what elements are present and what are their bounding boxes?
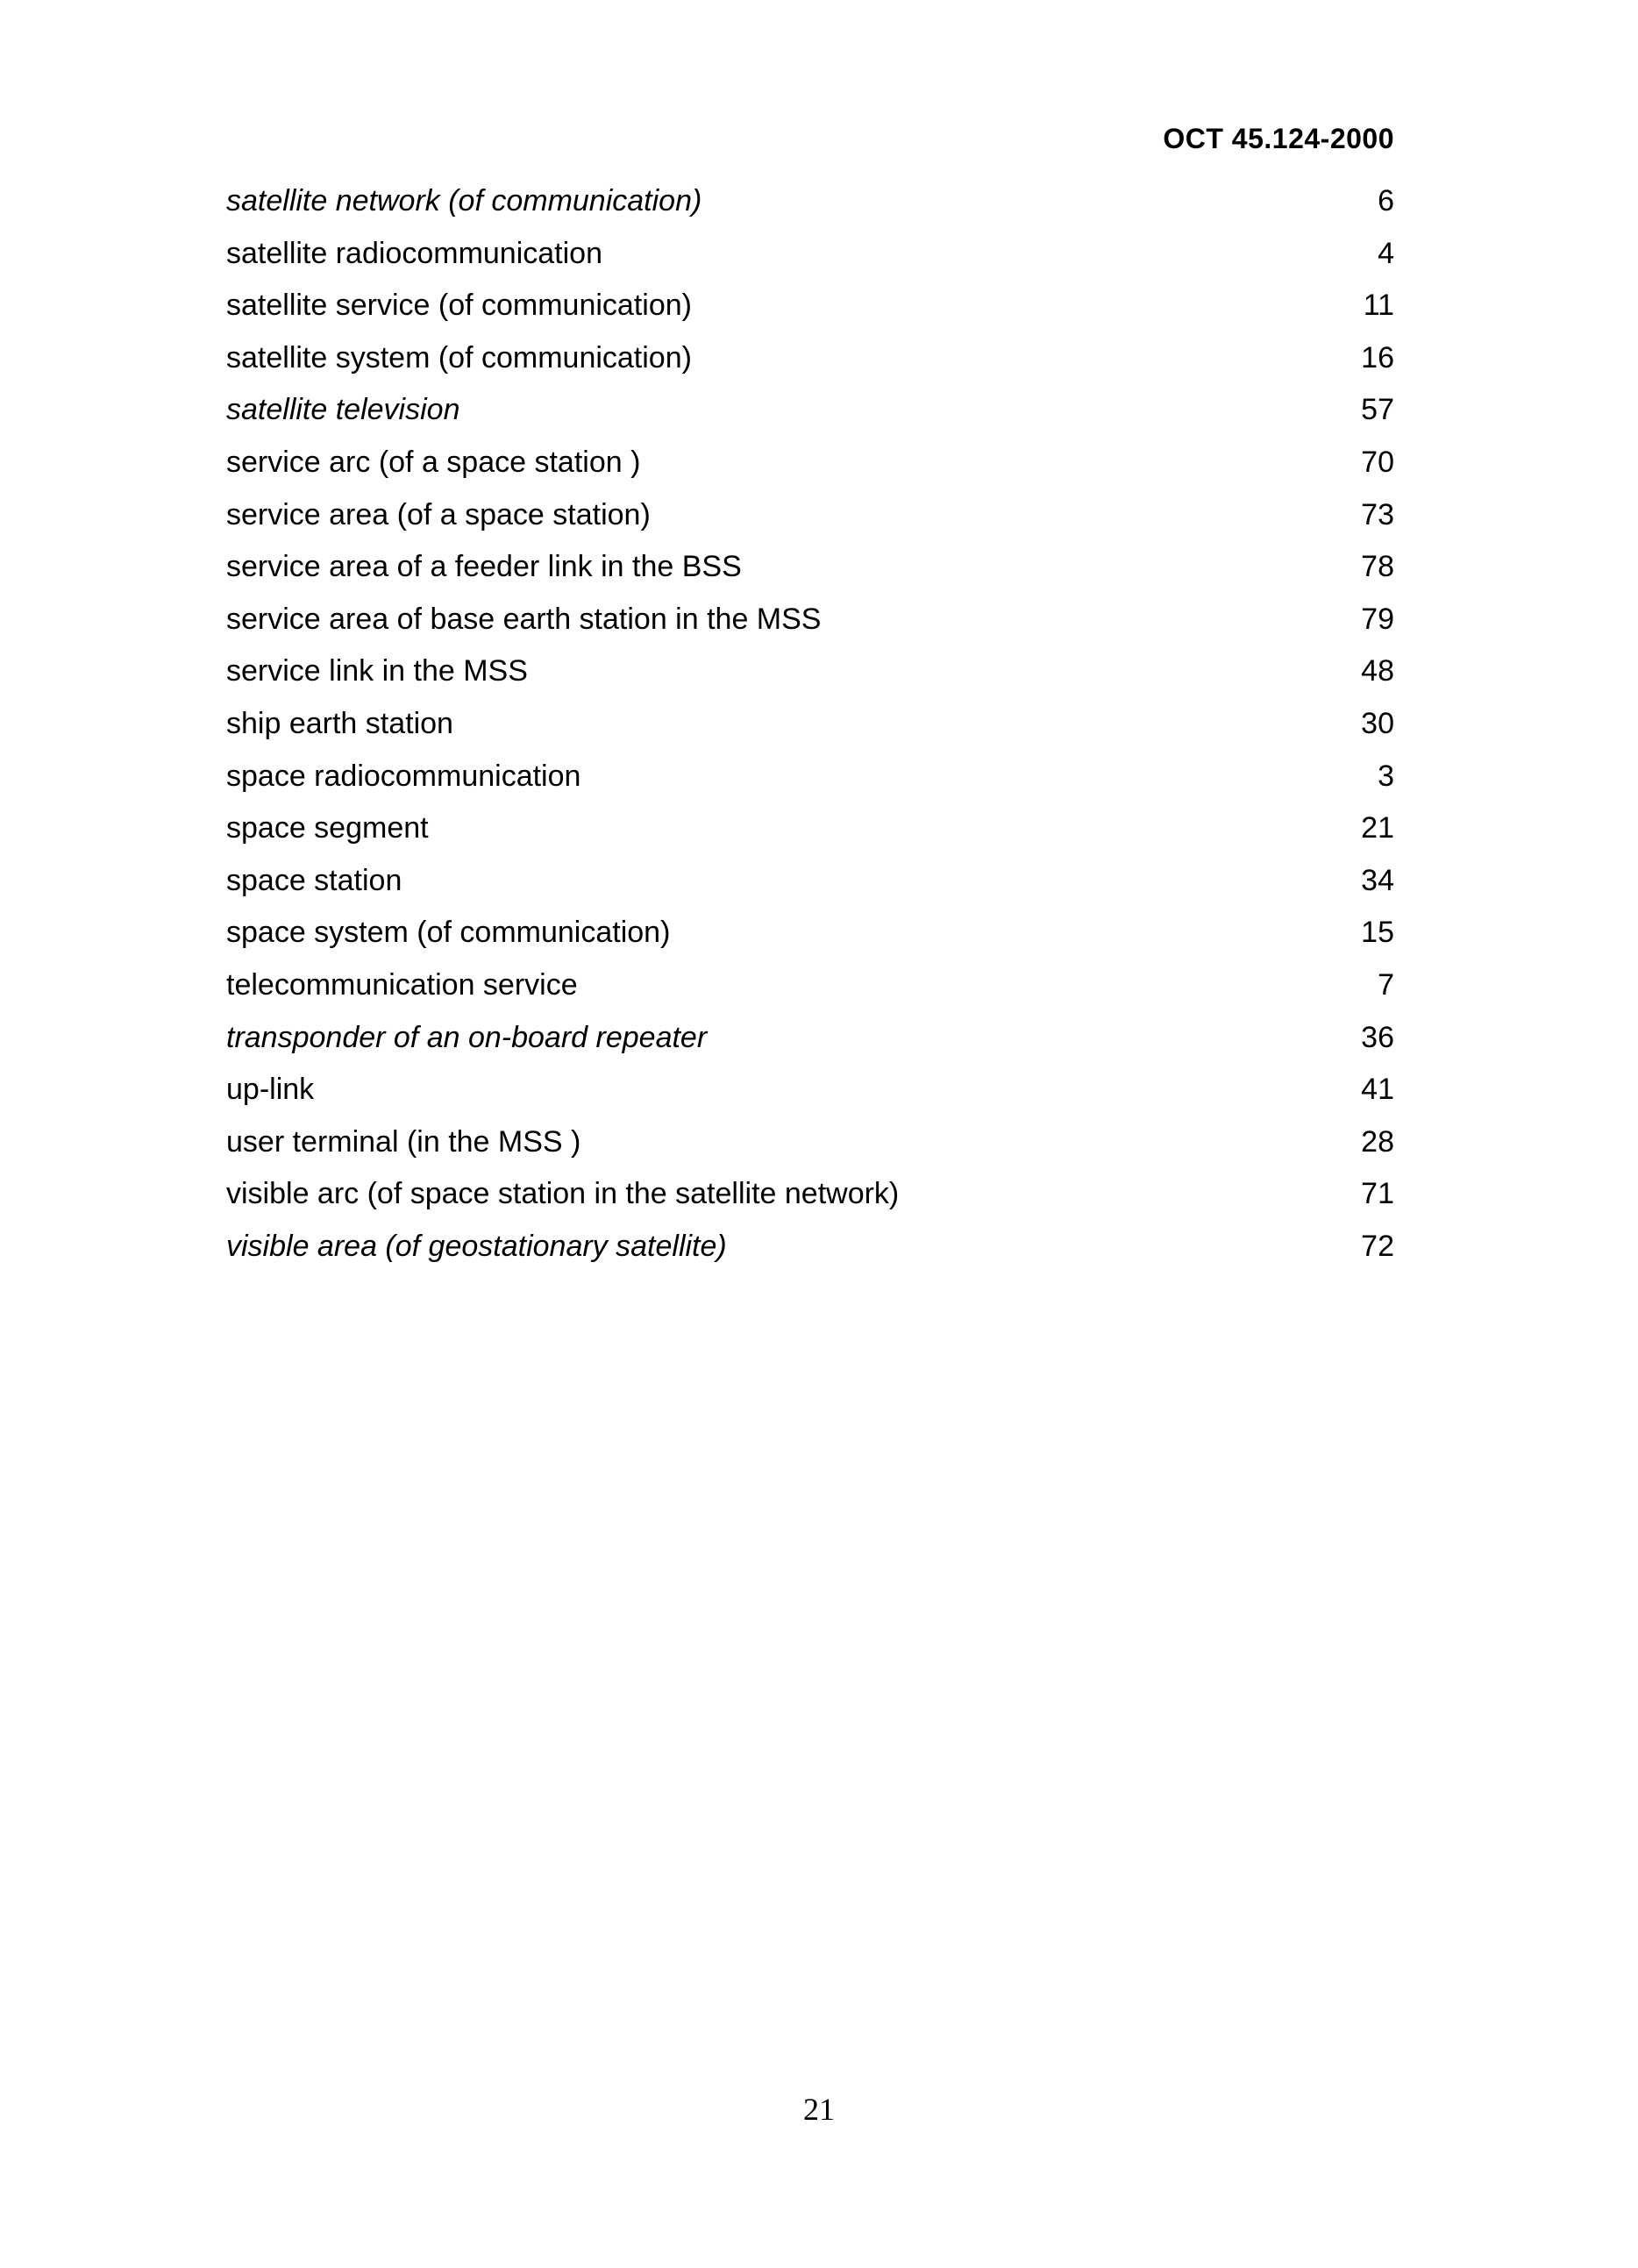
index-row [226,811,1394,864]
index-row [226,864,1394,916]
index-page-ref: 7 [1378,967,1394,1002]
index-term: satellite system (of communication) [226,340,692,374]
index-term: service area of a feeder link in the BSS [226,550,742,584]
index-page-ref: 30 [1361,706,1394,740]
index-term: space segment [226,811,429,845]
index-row [226,1177,1394,1230]
index-page-ref: 21 [1361,811,1394,845]
index-row [226,393,1394,446]
index-row [226,654,1394,707]
index-row [226,184,1394,237]
index-page-ref: 11 [1363,289,1394,323]
index-term: service area of base earth station in the MSS [226,602,822,636]
index-page-ref: 3 [1378,759,1394,793]
index-row [226,1125,1394,1178]
index-row [226,1021,1394,1073]
index-page-ref: 71 [1361,1177,1394,1211]
index-term: up-link [226,1073,315,1107]
index-term: user terminal (in the MSS ) [226,1124,581,1159]
index-row [226,760,1394,812]
index-page-ref: 70 [1361,445,1394,479]
index-row [226,603,1394,655]
index-row [226,446,1394,498]
index-row [226,707,1394,760]
index-page-ref: 34 [1361,863,1394,897]
index-page-ref: 16 [1361,340,1394,374]
index-page-ref: 6 [1378,184,1394,218]
index-term: satellite network (of communication) [226,184,702,218]
index-page-ref: 48 [1361,654,1394,688]
index-page-ref: 72 [1361,1229,1394,1263]
index-page-ref: 28 [1361,1124,1394,1159]
index-page-ref: 78 [1361,550,1394,584]
index-term: space system (of communication) [226,916,671,950]
index-term: service arc (of a space station ) [226,445,641,479]
index-row [226,1230,1394,1282]
document-code-header: OCT 45.124-2000 [1163,123,1394,154]
index-term: telecommunication service [226,967,578,1002]
index-term: satellite service (of communication) [226,289,692,323]
index-row [226,968,1394,1021]
index-row [226,289,1394,341]
index-term: visible arc (of space station in the satellite network) [226,1177,900,1211]
index-term: space station [226,863,402,897]
index-row [226,498,1394,551]
index-page-ref: 15 [1361,916,1394,950]
index-row [226,916,1394,968]
index-term: visible area (of geostationary satellite) [226,1229,727,1263]
index-page-ref: 73 [1361,497,1394,531]
index-row [226,237,1394,289]
index-page-ref: 57 [1361,393,1394,427]
page-number: 21 [803,2092,835,2127]
index-term: transponder of an on-board repeater [226,1020,708,1054]
index-term: ship earth station [226,706,453,740]
index-term: service area (of a space station) [226,497,651,531]
term-index-list [226,184,1394,1281]
index-term: satellite radiocommunication [226,236,602,270]
index-term: satellite television [226,393,460,427]
index-row [226,550,1394,603]
index-page-ref: 79 [1361,602,1394,636]
index-page-ref: 4 [1378,236,1394,270]
index-term: service link in the MSS [226,654,528,688]
index-row [226,1073,1394,1125]
index-page-ref: 36 [1361,1020,1394,1054]
index-row [226,341,1394,394]
index-page-ref: 41 [1361,1073,1394,1107]
index-term: space radiocommunication [226,759,581,793]
